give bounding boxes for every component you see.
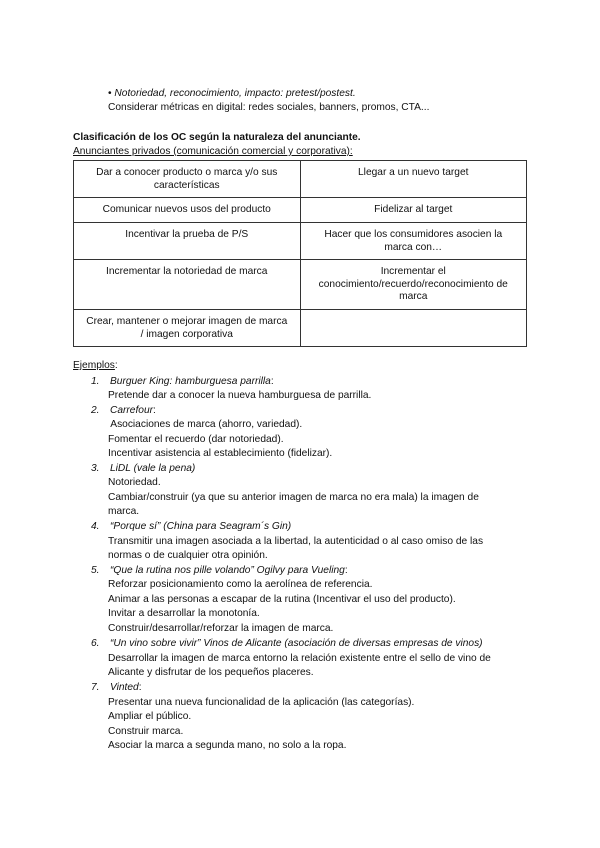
example-line: Pretende dar a conocer la nueva hamburguesa de parrilla.: [108, 390, 372, 401]
example-number: 5.: [91, 565, 100, 576]
example-line: Asociar la marca a segunda mano, no solo a la ropa.: [108, 740, 347, 751]
example-line: Animar a las personas a escapar de la rutina (Incentivar el uso del producto).: [108, 594, 456, 605]
table-row: [74, 260, 527, 310]
metrics-line: Considerar métricas en digital: redes sociales, banners, promos, CTA...: [108, 102, 430, 113]
example-number: 2.: [91, 405, 100, 416]
example-line: Alicante y disfrutar de los pequeños placeres.: [108, 667, 314, 678]
bullet-glyph: •: [108, 88, 112, 99]
section-subtitle: Anunciantes privados (comunicación comercial y corporativa):: [73, 146, 353, 157]
example-title-text: Burguer King: hamburguesa parrilla: [110, 376, 271, 387]
intro-bullet-line: [108, 87, 356, 100]
example-line: Invitar a desarrollar la monotonía.: [108, 608, 260, 619]
examples-heading-colon: :: [114, 360, 118, 371]
example-line: normas o de cualquier otra opinión.: [108, 550, 268, 561]
example-line: Construir/desarrollar/reforzar la imagen de marca.: [108, 623, 334, 634]
example-line: Cambiar/construir (ya que su anterior imagen de marca no era mala) la imagen de: [108, 492, 479, 503]
table-row: [74, 223, 527, 260]
example-title-text: “Que la rutina nos pille volando” Ogilvy para Vueling: [110, 565, 345, 576]
example-title-text: Carrefour: [110, 405, 154, 416]
example-title: [110, 404, 156, 417]
table-cell: Dar a conocer producto o marca y/o sus características: [74, 161, 301, 198]
example-line: Incentivar asistencia al establecimiento (fidelizar).: [108, 448, 333, 459]
example-title-text: “Un vino sobre vivir” Vinos de Alicante (asociación de diversas empresas de vinos): [110, 638, 483, 649]
table-cell: Fidelizar al target: [300, 198, 527, 223]
example-line: marca.: [108, 506, 140, 517]
section-title: Clasificación de los OC según la naturaleza del anunciante.: [73, 132, 361, 143]
example-number: 4.: [91, 521, 100, 532]
example-line: Fomentar el recuerdo (dar notoriedad).: [108, 434, 284, 445]
example-title: [110, 637, 483, 650]
objectives-table: [73, 160, 527, 347]
example-title: [110, 564, 348, 577]
table-cell: Crear, mantener o mejorar imagen de marca / imagen corporativa: [74, 310, 301, 347]
example-number: 6.: [91, 638, 100, 649]
table-cell: Incentivar la prueba de P/S: [74, 223, 301, 260]
example-line: Desarrollar la imagen de marca entorno la relación existente entre el sello de vino de: [108, 653, 491, 664]
table-row: [74, 310, 527, 347]
example-line: Asociaciones de marca (ahorro, variedad).: [108, 419, 303, 430]
example-title: [110, 520, 291, 533]
example-title: [110, 375, 274, 388]
table-row: [74, 198, 527, 223]
example-title-suffix: :: [344, 565, 348, 576]
example-line: Construir marca.: [108, 726, 184, 737]
example-title-suffix: :: [270, 376, 274, 387]
example-title-text: Vinted: [110, 682, 139, 693]
table-row: [74, 161, 527, 198]
example-line: Transmitir una imagen asociada a la libertad, la autenticidad o al caso omiso de las: [108, 536, 484, 547]
table-cell: Incrementar el conocimiento/recuerdo/reconocimiento de marca: [300, 260, 527, 310]
examples-heading-text: Ejemplos: [73, 360, 115, 371]
table-cell: [300, 310, 527, 347]
examples-heading: [73, 359, 118, 372]
example-title-text: “Porque sí” (China para Seagram´s Gin): [110, 521, 292, 532]
example-number: 3.: [91, 463, 100, 474]
example-line: Reforzar posicionamiento como la aerolínea de referencia.: [108, 579, 373, 590]
table-cell: Incrementar la notoriedad de marca: [74, 260, 301, 310]
example-title: [110, 681, 142, 694]
example-title: [110, 462, 195, 475]
example-number: 7.: [91, 682, 100, 693]
table-cell: Llegar a un nuevo target: [300, 161, 527, 198]
example-line: Notoriedad.: [108, 477, 161, 488]
example-title-text: LiDL (vale la pena): [110, 463, 196, 474]
example-number: 1.: [91, 376, 100, 387]
example-title-suffix: :: [153, 405, 156, 416]
bullet-text: Notoriedad, reconocimiento, impacto: pretest/postest.: [114, 88, 356, 99]
example-line: Ampliar el público.: [108, 711, 192, 722]
table-cell: Comunicar nuevos usos del producto: [74, 198, 301, 223]
example-title-suffix: :: [138, 682, 142, 693]
example-line: Presentar una nueva funcionalidad de la aplicación (las categorías).: [108, 697, 415, 708]
table-cell: Hacer que los consumidores asocien la marca con…: [300, 223, 527, 260]
